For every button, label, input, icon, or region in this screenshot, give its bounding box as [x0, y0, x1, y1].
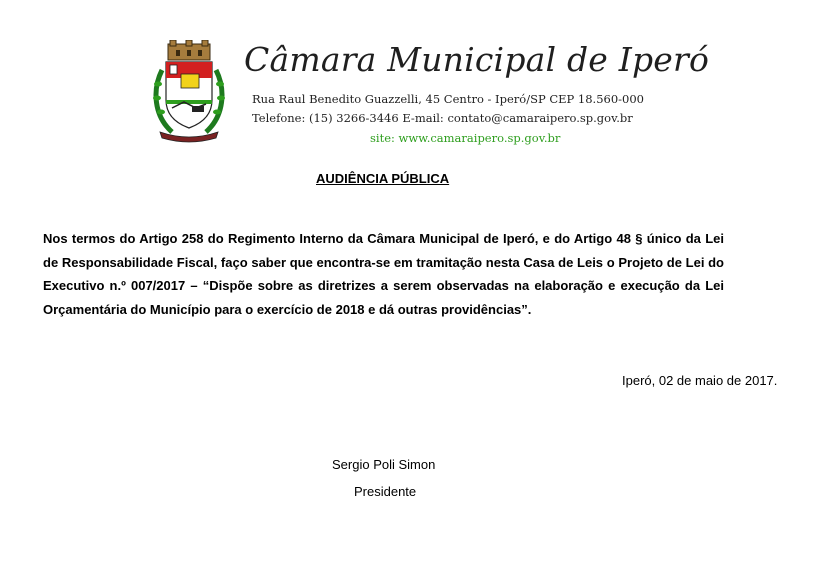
website-link[interactable]: site: www.camaraipero.sp.gov.br — [370, 131, 561, 145]
org-name: Câmara Municipal de Iperó — [244, 40, 710, 79]
document-title: AUDIÊNCIA PÚBLICA — [316, 171, 450, 186]
notice-body: Nos termos do Artigo 258 do Regimento Interno da Câmara Municipal de Iperó, e do Artigo 48 § único da Lei de Responsabilidade Fiscal, faço saber que encontra-se em tramitação nesta Casa de Leis o Projeto de Lei do Executivo n.º 007/2017 – “Dispõe sobre as diretrizes a serem observadas na elaboração e execução da Lei Orçamentária do Município para o exercício de 2018 e dá outras providências”. — [43, 231, 724, 317]
signatory-name: Sergio Poli Simon — [332, 457, 436, 472]
signatory-role: Presidente — [354, 484, 417, 499]
contact-line: Telefone: (15) 3266-3446 E-mail: contato@camaraipero.sp.gov.br — [252, 111, 633, 125]
date-line: Iperó, 02 de maio de 2017. — [622, 373, 778, 388]
coat-of-arms-icon — [148, 40, 230, 144]
address-line: Rua Raul Benedito Guazzelli, 45 Centro - Iperó/SP CEP 18.560-000 — [252, 92, 644, 106]
